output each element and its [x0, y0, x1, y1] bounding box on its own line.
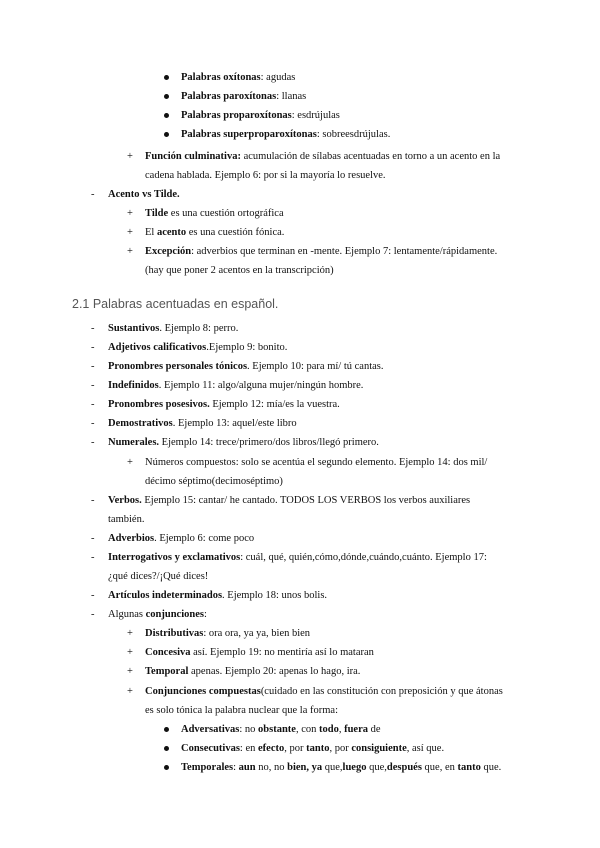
item-funcion-culminativa: Función culminativa: acumulación de sílabas acentuadas en torno a un acento en la: [145, 151, 501, 162]
item-adjetivos: Adjetivos calificativos.Ejemplo 9: bonito.: [108, 342, 288, 353]
plus-marker: +: [127, 227, 133, 238]
item-numerales: Numerales. Ejemplo 14: trece/primero/dos libros/llegó primero.: [108, 437, 379, 448]
item-oxitonas: Palabras oxítonas: agudas: [181, 72, 296, 83]
dash-marker: -: [91, 437, 95, 448]
dash-marker: -: [91, 323, 95, 334]
item-acento-vs-tilde: Acento vs Tilde.: [108, 189, 180, 200]
item-posesivos: Pronombres posesivos. Ejemplo 12: mía/es la vuestra.: [108, 399, 340, 410]
bullet-dot: [164, 75, 169, 80]
dash-marker: -: [91, 342, 95, 353]
item-verbos-cont: también.: [108, 514, 145, 525]
item-pronombres-tonicos: Pronombres personales tónicos. Ejemplo 10: para mí/ tú cantas.: [108, 361, 384, 372]
dash-marker: -: [91, 380, 95, 391]
item-excepcion-cont: (hay que poner 2 acentos en la transcripción): [145, 265, 334, 276]
item-demostrativos: Demostrativos. Ejemplo 13: aquel/este libro: [108, 418, 297, 429]
plus-marker: +: [127, 457, 133, 468]
item-conjunciones: Algunas conjunciones:: [108, 609, 207, 620]
section-heading: 2.1 Palabras acentuadas en español.: [72, 297, 279, 311]
plus-marker: +: [127, 628, 133, 639]
item-paroxitonas: Palabras paroxítonas: llanas: [181, 91, 307, 102]
dash-marker: -: [91, 552, 95, 563]
dash-marker: -: [91, 418, 95, 429]
item-excepcion: Excepción: adverbios que terminan en -mente. Ejemplo 7: lentamente/rápidamente.: [145, 246, 498, 257]
item-proparoxitonas: Palabras proparoxítonas: esdrújulas: [181, 110, 340, 121]
item-temporales: Temporales: aun no, no bien, ya que,luego que,después que, en tanto que.: [181, 762, 502, 773]
dash-marker: -: [91, 590, 95, 601]
item-tilde: Tilde es una cuestión ortográfica: [145, 208, 284, 219]
plus-marker: +: [127, 686, 133, 697]
item-adverbios: Adverbios. Ejemplo 6: come poco: [108, 533, 255, 544]
bullet-dot: [164, 727, 169, 732]
item-acento: El acento es una cuestión fónica.: [145, 227, 285, 238]
item-verbos: Verbos. Ejemplo 15: cantar/ he cantado. TODOS LOS VERBOS los verbos auxiliares: [108, 495, 471, 506]
item-interrogativos-cont: ¿qué dices?/¡Qué dices!: [108, 571, 209, 582]
dash-marker: -: [91, 189, 95, 200]
dash-marker: -: [91, 361, 95, 372]
dash-marker: -: [91, 609, 95, 620]
item-articulos: Artículos indeterminados. Ejemplo 18: unos bolis.: [108, 590, 328, 601]
item-funcion-culminativa-cont: cadena hablada. Ejemplo 6: por si la mayoría lo resuelve.: [145, 170, 386, 181]
plus-marker: +: [127, 151, 133, 162]
item-temporal: Temporal apenas. Ejemplo 20: apenas lo hago, ira.: [145, 666, 361, 677]
item-numeros-compuestos-cont: décimo séptimo(decimoséptimo): [145, 476, 283, 487]
dash-marker: -: [91, 399, 95, 410]
item-interrogativos: Interrogativos y exclamativos: cuál, qué, quién,cómo,dónde,cuándo,cuánto. Ejemplo 17:: [108, 552, 487, 563]
dash-marker: -: [91, 495, 95, 506]
item-adversativas: Adversativas: no obstante, con todo, fuera de: [181, 724, 381, 735]
item-concesiva: Concesiva así. Ejemplo 19: no mentiría así lo mataran: [145, 647, 374, 658]
bullet-dot: [164, 765, 169, 770]
bullet-dot: [164, 94, 169, 99]
plus-marker: +: [127, 666, 133, 677]
item-numeros-compuestos: Números compuestos: solo se acentúa el segundo elemento. Ejemplo 14: dos mil/: [145, 457, 488, 468]
plus-marker: +: [127, 246, 133, 257]
dash-marker: -: [91, 533, 95, 544]
bullet-dot: [164, 746, 169, 751]
bullet-dot: [164, 113, 169, 118]
item-indefinidos: Indefinidos. Ejemplo 11: algo/alguna mujer/ningún hombre.: [108, 380, 364, 391]
item-conjunciones-compuestas: Conjunciones compuestas(cuidado en las constitución con preposición y que átonas: [145, 686, 503, 697]
plus-marker: +: [127, 647, 133, 658]
item-conjunciones-compuestas-cont: es solo tónica la palabra nuclear que la forma:: [145, 705, 338, 716]
item-consecutivas: Consecutivas: en efecto, por tanto, por consiguiente, así que.: [181, 743, 445, 754]
plus-marker: +: [127, 208, 133, 219]
bullet-dot: [164, 132, 169, 137]
item-superproparoxitonas: Palabras superproparoxítonas: sobreesdrújulas.: [181, 129, 391, 140]
item-distributivas: Distributivas: ora ora, ya ya, bien bien: [145, 628, 311, 639]
item-sustantivos: Sustantivos. Ejemplo 8: perro.: [108, 323, 239, 334]
